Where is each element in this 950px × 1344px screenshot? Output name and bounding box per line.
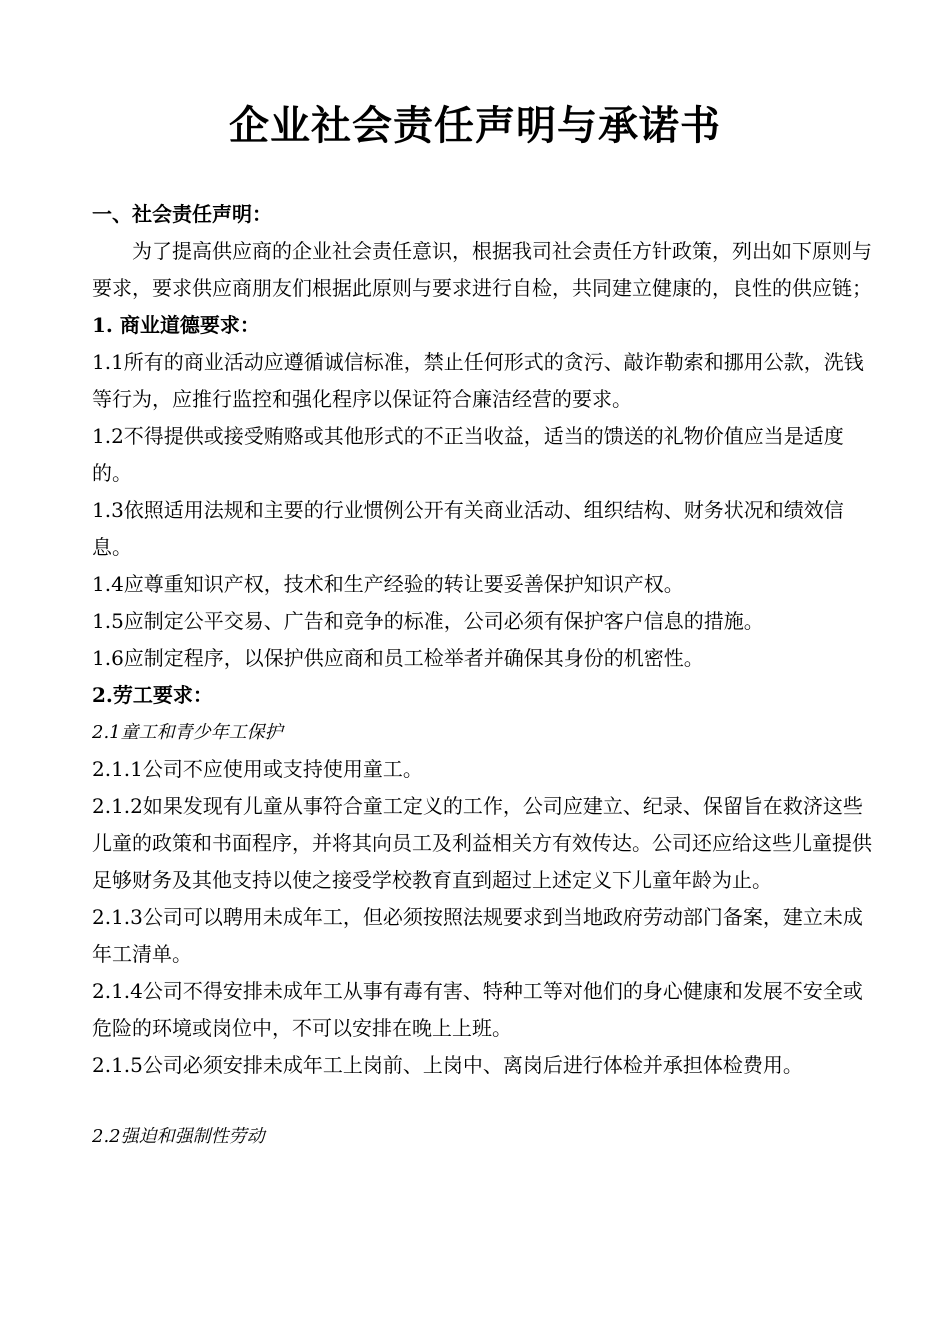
clause-1-4: 1.4应尊重知识产权，技术和生产经验的转让要妥善保护知识产权。	[92, 572, 684, 596]
clause-1-2: 1.2不得提供或接受贿赂或其他形式的不正当收益，适当的馈送的礼物价值应当是适度的。	[92, 424, 844, 485]
document-body	[92, 196, 882, 1155]
clause-1-3: 1.3依照适用法规和主要的行业惯例公开有关商业活动、组织结构、财务状况和绩效信息。	[92, 498, 844, 559]
heading-labor-requirements: 2.劳工要求：	[92, 683, 213, 707]
clause-1-5: 1.5应制定公平交易、广告和竞争的标准，公司必须有保护客户信息的措施。	[92, 609, 764, 633]
subheading-forced-labor: 2.2强迫和强制性劳动	[92, 1126, 265, 1147]
clause-2-1-3: 2.1.3公司可以聘用未成年工，但必须按照法规要求到当地政府劳动部门备案，建立未成年工清单。	[92, 905, 863, 966]
clause-2-1-5: 2.1.5公司必须安排未成年工上岗前、上岗中、离岗后进行体检并承担体检费用。	[92, 1053, 803, 1077]
document-title: 企业社会责任声明与承诺书	[229, 102, 721, 149]
clause-2-1-4: 2.1.4公司不得安排未成年工从事有毒有害、特种工等对他们的身心健康和发展不安全或危险的环境或岗位中，不可以安排在晚上上班。	[92, 979, 863, 1040]
clause-2-1-1: 2.1.1公司不应使用或支持使用童工。	[92, 757, 423, 781]
subheading-child-labor: 2.1童工和青少年工保护	[92, 722, 283, 743]
heading-business-ethics: 1. 商业道德要求：	[92, 313, 260, 337]
intro-paragraph: 为了提高供应商的企业社会责任意识，根据我司社会责任方针政策，列出如下原则与要求，要求供应商朋友们根据此原则与要求进行自检，共同建立健康的，良性的供应链；	[92, 239, 872, 300]
clause-1-1: 1.1所有的商业活动应遵循诚信标准，禁止任何形式的贪污、敲诈勒索和挪用公款，洗钱等行为，应推行监控和强化程序以保证符合廉洁经营的要求。	[92, 350, 864, 411]
section-heading-social-responsibility: 一、社会责任声明：	[92, 202, 272, 226]
clause-2-1-2: 2.1.2如果发现有儿童从事符合童工定义的工作，公司应建立、纪录、保留旨在救济这些儿童的政策和书面程序，并将其向员工及利益相关方有效传达。公司还应给这些儿童提供足够财务及其他支持以使之接受学校教育直到超过上述定义下儿童年龄为止。	[92, 794, 872, 892]
clause-1-6: 1.6应制定程序，以保护供应商和员工检举者并确保其身份的机密性。	[92, 646, 704, 670]
